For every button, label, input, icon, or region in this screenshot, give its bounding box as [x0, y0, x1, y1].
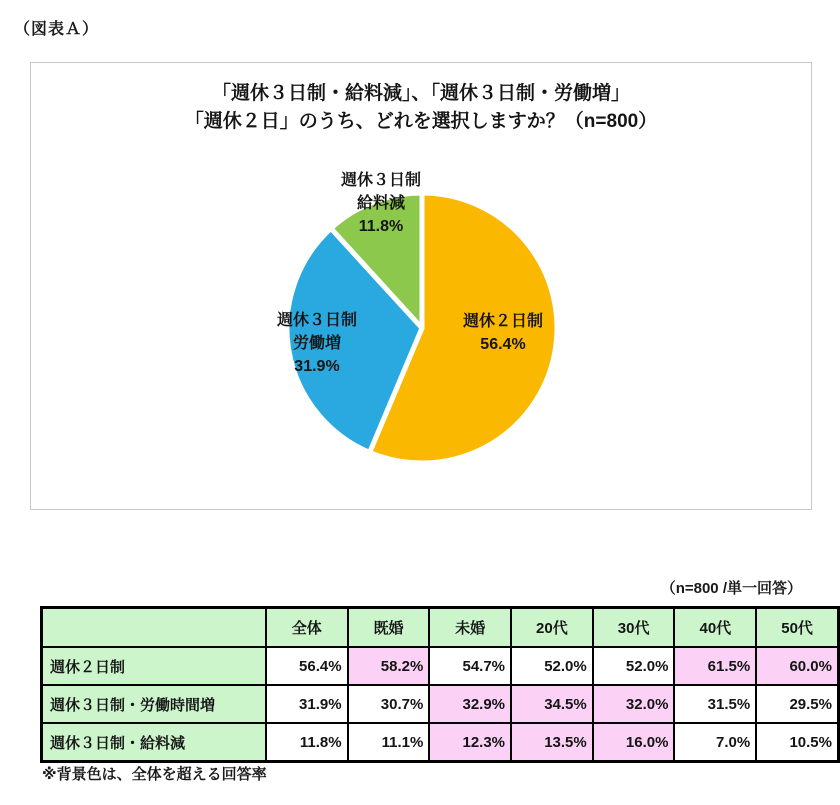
- table-header-row: [42, 608, 839, 648]
- cell-0-5-highlighted: 61.5%: [674, 647, 756, 685]
- data-table: [40, 606, 840, 763]
- cell-1-4-highlighted: 32.0%: [593, 685, 675, 723]
- col-header-7: 50代: [756, 608, 838, 648]
- pie-slice-label-0: [463, 310, 543, 356]
- pie-slice-label-0-line-1: 56.4%: [480, 336, 526, 353]
- cell-0-2: 54.7%: [429, 647, 511, 685]
- cell-1-3-highlighted: 34.5%: [511, 685, 593, 723]
- cell-2-2-highlighted: 12.3%: [429, 723, 511, 762]
- pie-slice-label-0-line-0: 週休２日制: [462, 313, 544, 330]
- figure-label: （図表Ａ）: [14, 21, 100, 38]
- cell-2-4-highlighted: 16.0%: [593, 723, 675, 762]
- table-row-0: [42, 647, 839, 685]
- pie-slice-label-1-line-0: 週休３日制: [276, 312, 358, 329]
- col-header-5: 30代: [593, 608, 675, 648]
- pie-chart: [31, 63, 811, 509]
- pie-slice-label-2-line-2: 11.8%: [358, 218, 404, 235]
- table-note: （n=800 /単一回答）: [660, 580, 802, 597]
- cell-2-5: 7.0%: [674, 723, 756, 762]
- col-header-empty: [42, 608, 266, 648]
- cell-0-4: 52.0%: [593, 647, 675, 685]
- cell-1-6: 29.5%: [756, 685, 838, 723]
- cell-2-0: 11.8%: [266, 723, 348, 762]
- table-row-1: [42, 685, 839, 723]
- col-header-2: 既婚: [348, 608, 430, 648]
- pie-slice-label-2-line-0: 週休３日制: [340, 172, 422, 189]
- pie-slice-label-1-line-2: 31.9%: [294, 358, 340, 375]
- pie-slice-label-1: [277, 309, 357, 378]
- table-footnote: ※背景色は、全体を超える回答率: [42, 766, 267, 783]
- col-header-1: 全体: [266, 608, 348, 648]
- chart-panel: [30, 62, 812, 510]
- pie-slice-label-2-line-1: 給料減: [356, 195, 406, 212]
- cell-0-0: 56.4%: [266, 647, 348, 685]
- table-row-2: [42, 723, 839, 762]
- cell-0-3: 52.0%: [511, 647, 593, 685]
- cell-1-2-highlighted: 32.9%: [429, 685, 511, 723]
- cell-2-3-highlighted: 13.5%: [511, 723, 593, 762]
- col-header-3: 未婚: [429, 608, 511, 648]
- chart-title-line-1: 「週休３日制・給料減」、「週休３日制・労働増」: [211, 83, 630, 104]
- cell-2-6: 10.5%: [756, 723, 838, 762]
- cell-1-1: 30.7%: [348, 685, 430, 723]
- row-label-0: 週休２日制: [42, 647, 266, 685]
- col-header-6: 40代: [674, 608, 756, 648]
- pie-slice-label-2: [341, 169, 421, 238]
- row-label-1: 週休３日制・労働時間増: [42, 685, 266, 723]
- cell-1-0: 31.9%: [266, 685, 348, 723]
- row-label-2: 週休３日制・給料減: [42, 723, 266, 762]
- chart-title-line-2: 「週休２日」のうち、どれを選択しますか？（n=800）: [184, 111, 658, 132]
- cell-0-6-highlighted: 60.0%: [756, 647, 838, 685]
- cell-0-1-highlighted: 58.2%: [348, 647, 430, 685]
- cell-1-5: 31.5%: [674, 685, 756, 723]
- cell-2-1: 11.1%: [348, 723, 430, 762]
- pie-slice-label-1-line-1: 労働増: [292, 335, 342, 352]
- col-header-4: 20代: [511, 608, 593, 648]
